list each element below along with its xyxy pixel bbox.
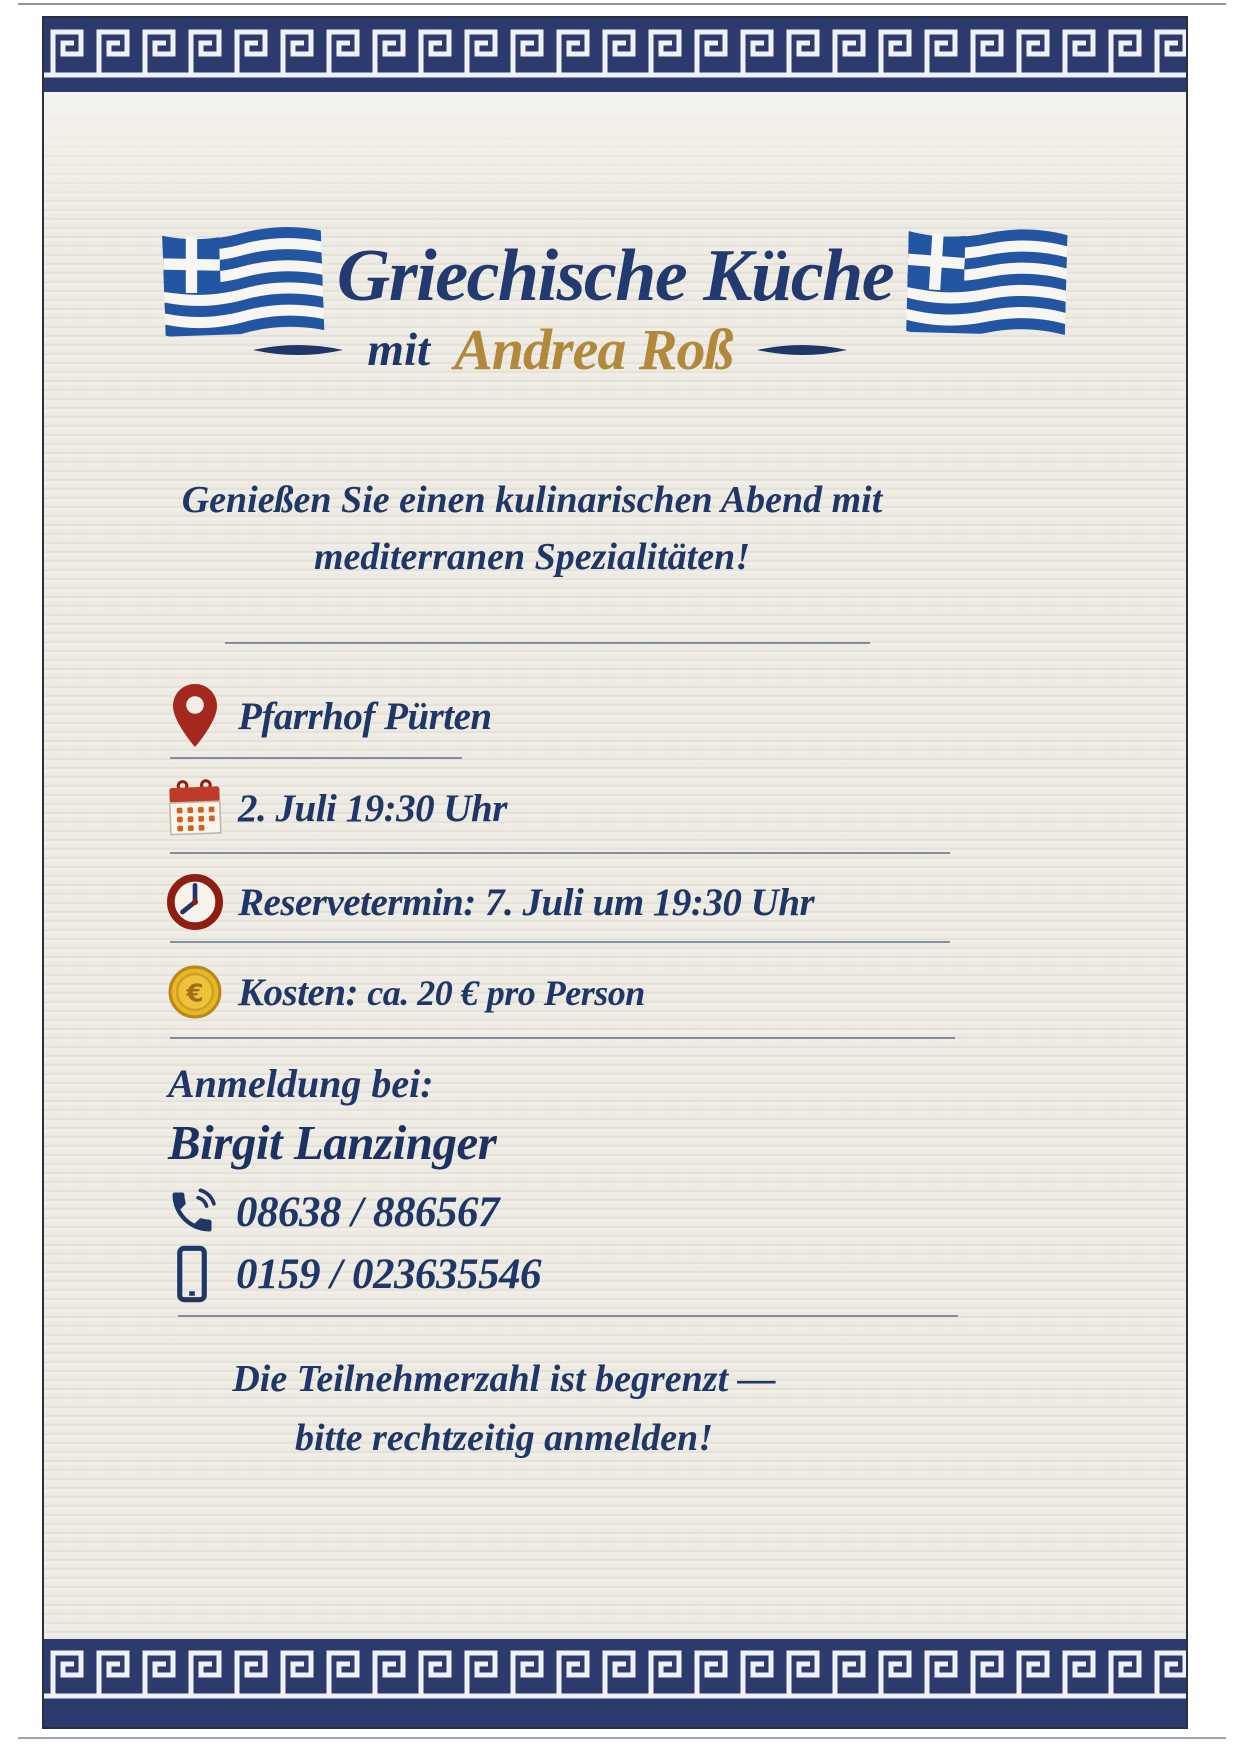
greek-meander-border-bottom: [44, 1639, 1186, 1727]
clock-icon: [164, 866, 226, 938]
euro-coin-icon: [164, 956, 226, 1028]
greek-meander-border-top: [44, 18, 1186, 92]
contact-heading: Anmeldung bei:: [168, 1061, 434, 1106]
presenter-name: Andrea Roß: [454, 317, 733, 382]
divider-line: [170, 757, 462, 759]
cost-label: Kosten:: [238, 970, 359, 1014]
date-text: 2. Juli 19:30 Uhr: [238, 786, 507, 830]
divider-line: [178, 1315, 958, 1317]
subtitle: [44, 316, 1056, 383]
divider-line: [225, 642, 870, 644]
location-row: [164, 680, 492, 752]
divider-line: [170, 852, 950, 854]
dash-ornament-icon: [253, 343, 343, 357]
calendar-icon: [164, 772, 226, 844]
phone-icon: [164, 1183, 220, 1241]
greek-cuisine-flyer: [42, 16, 1188, 1729]
date-row: [164, 772, 507, 844]
intro-text: [44, 472, 1020, 586]
intro-line-1: Genießen Sie einen kulinarischen Abend mit: [181, 479, 883, 521]
mobile-phone-icon: [164, 1245, 220, 1303]
cost-text: [238, 970, 645, 1015]
closing-line-2: bitte rechtzeitig anmelden!: [295, 1416, 713, 1459]
location-pin-icon: [164, 680, 226, 752]
backup-date-text: Reservetermin: 7. Juli um 19:30 Uhr: [238, 880, 815, 924]
closing-note: [44, 1350, 964, 1468]
contact-name: Birgit Lanzinger: [168, 1115, 497, 1170]
dash-ornament-icon: [757, 343, 847, 357]
page-top-rule: [18, 3, 1226, 5]
page-title: Griechische Küche: [336, 235, 894, 317]
location-text: Pfarrhof Pürten: [238, 694, 492, 738]
mobile-number: 0159 / 023635546: [236, 1250, 541, 1298]
phone-number: 08638 / 886567: [236, 1188, 499, 1236]
page-bottom-rule: [18, 1737, 1226, 1739]
subtitle-prefix: mit: [367, 323, 431, 376]
flyer-body: [44, 92, 1186, 1639]
closing-line-1: Die Teilnehmerzahl ist begrenzt —: [232, 1358, 776, 1400]
phone-row: [164, 1182, 499, 1242]
cost-row: [164, 956, 645, 1028]
divider-line: [170, 1037, 955, 1039]
mobile-row: [164, 1244, 541, 1304]
divider-line: [170, 941, 950, 943]
backup-date-row: [164, 866, 814, 938]
cost-value: ca. 20 € pro Person: [367, 972, 645, 1013]
intro-line-2: mediterranen Spezialitäten!: [314, 536, 750, 578]
svg-text:€: €: [186, 978, 204, 1008]
